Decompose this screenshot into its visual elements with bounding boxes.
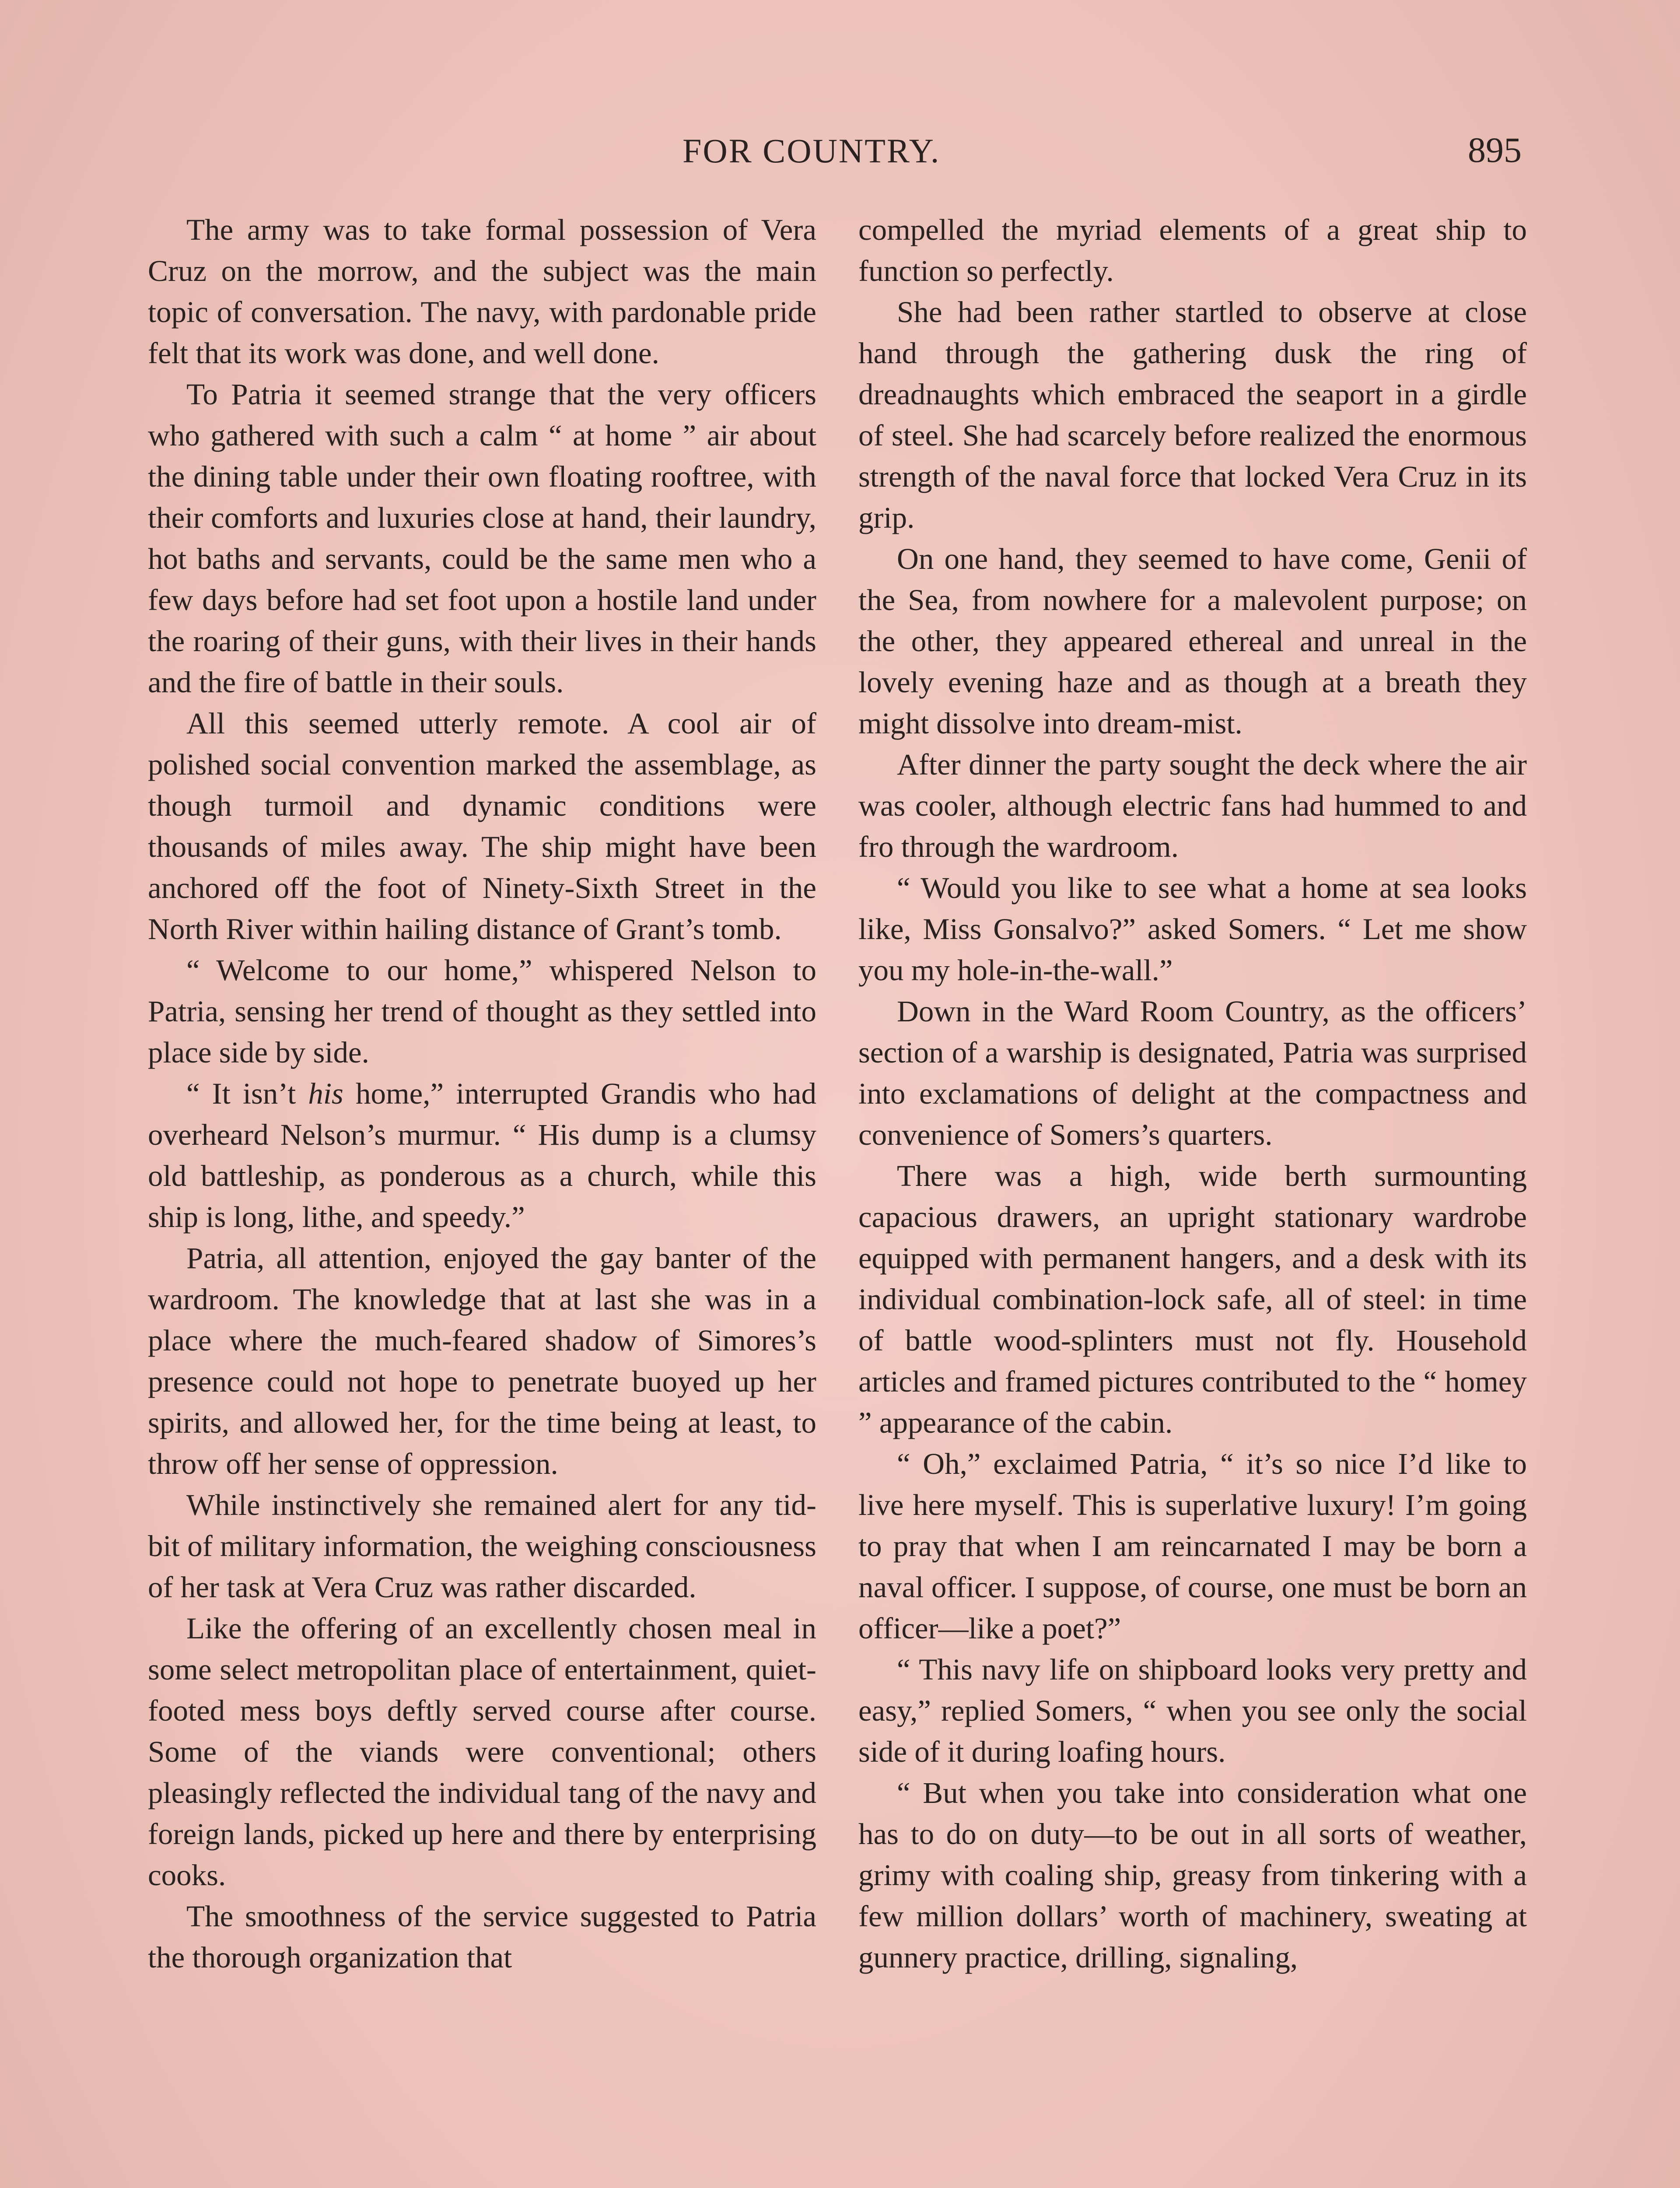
paragraph-text: On one hand, they seemed to have come, Genii of the Sea, from nowhere for a malevolent purpose; on the other, they appeared ethereal and unreal in the lovely evening haze and as though at a breath they might dissolve into dream-mist. (858, 542, 1527, 740)
paragraph (148, 950, 816, 1073)
paragraph-text: After dinner the party sought the deck where the air was cooler, although electric fans had hummed to and fro through the wardroom. (858, 748, 1527, 863)
paragraph (148, 1608, 816, 1896)
paragraph (858, 291, 1527, 538)
paragraph (858, 744, 1527, 867)
paragraph-text: “ But when you take into consideration what one has to do on duty—to be out in all sorts of weather, grimy with coaling ship, greasy from tinkering with a few million dollars’ worth of machinery, sweating at gunnery practice, drilling, signaling, (858, 1776, 1527, 1974)
right-column (858, 209, 1527, 1978)
paragraph (148, 703, 816, 950)
paragraph-text: “ It isn’t (186, 1077, 308, 1110)
paragraph (858, 1443, 1527, 1649)
paragraph-text: compelled the myriad elements of a great ship to function so perfectly. (858, 213, 1527, 288)
paragraph (148, 1484, 816, 1608)
paragraph (858, 1155, 1527, 1443)
paragraph-text: home,” interrupted Grandis who had overheard Nelson’s murmur. “ His dump is a clumsy old battleship, as ponderous as a church, while this ship is long, lithe, and speedy.” (148, 1077, 816, 1234)
paragraph-text: “ Would you like to see what a home at sea looks like, Miss Gonsalvo?” asked Somers. “ Let me show you my hole-in-the-wall.” (858, 871, 1527, 987)
paragraph-text: While instinctively she remained alert for any tid-bit of military information, the weighing consciousness of her task at Vera Cruz was rather discarded. (148, 1488, 816, 1604)
paragraph (858, 867, 1527, 991)
paragraph-text: Like the offering of an excellently chosen meal in some select metropolitan place of entertainment, quiet-footed mess boys deftly served course after course. Some of the viands were conventional; others pleasingly reflected the individual tang of the navy and foreign lands, picked up here and there by enterprising cooks. (148, 1612, 816, 1892)
paragraph (148, 374, 816, 703)
paragraph-text: To Patria it seemed strange that the very officers who gathered with such a calm “ at home ” air about the dining table under their own floating rooftree, with their comforts and luxuries close at hand, their laundry, hot baths and servants, could be the same men who a few days before had set foot upon a hostile land under the roaring of their guns, with their lives in their hands and the fire of battle in their souls. (148, 378, 816, 699)
paragraph (858, 538, 1527, 744)
paragraph-text: There was a high, wide berth surmounting capacious drawers, an upright stationary wardrobe equipped with permanent hangers, and a desk with its individual combination-lock safe, all of steel: in time of battle wood-splinters must not fly. Household articles and framed pictures contributed to the “ homey ” appearance of the cabin. (858, 1159, 1527, 1439)
paragraph (858, 1649, 1527, 1772)
paragraph-text: Patria, all attention, enjoyed the gay banter of the wardroom. The knowledge that at last she was in a place where the much-feared shadow of Simores’s presence could not hope to penetrate buoyed up her spirits, and allowed her, for the time being at least, to throw off her sense of oppression. (148, 1241, 816, 1480)
paragraph-text: “ This navy life on shipboard looks very pretty and easy,” replied Somers, “ when you see only the social side of it during loafing hours. (858, 1653, 1527, 1768)
italic-word: his (308, 1077, 343, 1110)
paragraph (148, 209, 816, 374)
paragraph-text: “ Welcome to our home,” whispered Nelson to Patria, sensing her trend of thought as they settled into place side by side. (148, 954, 816, 1069)
paragraph (148, 1073, 816, 1238)
page-number: 895 (1468, 130, 1522, 170)
paragraph-text: “ Oh,” exclaimed Patria, “ it’s so nice I’d like to live here myself. This is superlative luxury! I’m going to pray that when I am reincarnated I may be born a naval officer. I suppose, of course, one must be born an officer—like a poet?” (858, 1447, 1527, 1645)
paragraph-text: All this seemed utterly remote. A cool air of polished social convention marked the assemblage, as though turmoil and dynamic conditions were thousands of miles away. The ship might have been anchored off the foot of Ninety-Sixth Street in the North River within hailing distance of Grant’s tomb. (148, 707, 816, 946)
paragraph (148, 1238, 816, 1484)
paragraph (148, 1896, 816, 1978)
paragraph-text: She had been rather startled to observe at close hand through the gathering dusk the ring of dreadnaughts which embraced the seaport in a girdle of steel. She had scarcely before realized the enormous strength of the naval force that locked Vera Cruz in its grip. (858, 295, 1527, 534)
paragraph-text: The smoothness of the service suggested to Patria the thorough organization that (148, 1900, 816, 1974)
left-column (148, 209, 816, 1978)
paragraph-text: The army was to take formal possession of Vera Cruz on the morrow, and the subject was the main topic of conversation. The navy, with pardonable pride felt that its work was done, and well done. (148, 213, 816, 370)
running-title: FOR COUNTRY. (682, 132, 941, 170)
paragraph (858, 991, 1527, 1155)
paragraph (858, 1772, 1527, 1978)
paragraph-text: Down in the Ward Room Country, as the officers’ section of a warship is designated, Patria was surprised into exclamations of delight at the compactness and convenience of Somers’s quarters. (858, 995, 1527, 1151)
paragraph (858, 209, 1527, 291)
